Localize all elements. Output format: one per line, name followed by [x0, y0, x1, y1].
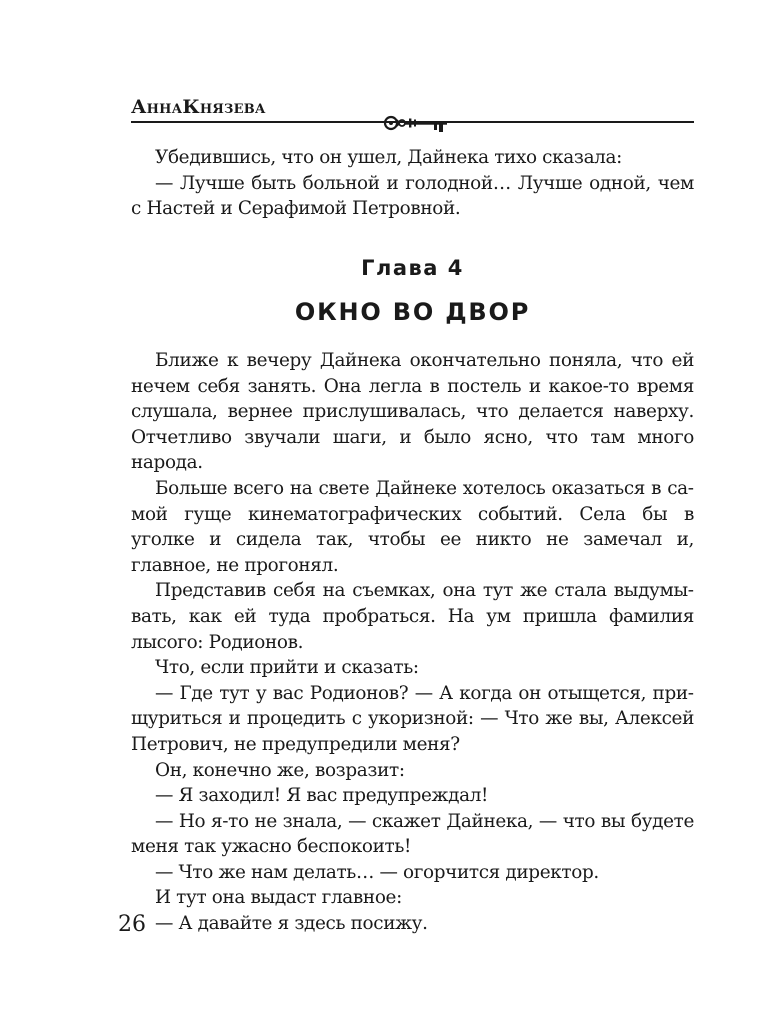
page-number: 26 — [118, 912, 146, 937]
key-icon — [382, 110, 452, 136]
paragraph: Убедившись, что он ушел, Дайнека тихо сказала: — [155, 147, 622, 168]
paragraph: — Что же нам делать… — огорчится директор. — [155, 861, 599, 883]
paragraph: Он, конечно же, возразит: — [155, 759, 405, 781]
chapter-title: ОКНО ВО ДВОР — [294, 298, 531, 326]
running-head-author: АннаКнязева — [131, 96, 266, 118]
paragraph: — Я заходил! Я вас предупреждал! — [155, 785, 489, 807]
chapter-number: Глава 4 — [361, 256, 464, 280]
chapter-body — [131, 348, 694, 937]
intro-text — [131, 145, 694, 222]
paragraph: Ближе к вечеру Дайнека окончательно поняла, что ей нечем себя занять. Она легла в постель и какое-то время слушала, вернее прислушивалась, что делается наверху. Отчетливо звучали шаги, и было ясно, что там много народа. — [131, 350, 694, 474]
paragraph: — А давайте я здесь посижу. — [155, 913, 428, 935]
paragraph: — Лучше быть больной и голодной… Лучше одной, чем с Настей и Серафимой Петровной. — [131, 172, 694, 220]
paragraph: — Где тут у вас Родионов? — А когда он отыщется, прищуриться и процедить с укоризной: — Что же вы, Алексей Петрович, не предупредили меня? — [131, 682, 694, 755]
paragraph: Что, если прийти и сказать: — [155, 657, 419, 679]
header-rule — [131, 121, 694, 123]
paragraph: И тут она выдаст главное: — [155, 887, 402, 909]
paragraph: Больше всего на свете Дайнеке хотелось оказаться в самой гуще кинематографических событий. Села бы в уголке и сидела так, чтобы ее никто не замечал и, главное, не прогонял. — [131, 477, 694, 576]
paragraph: — Но я-то не знала, — скажет Дайнека, — что вы будете меня так ужасно беспокоить! — [131, 810, 694, 858]
paragraph: Представив себя на съемках, она тут же стала выдумывать, как ей туда пробраться. На ум пришла фамилия лысого: Родионов. — [131, 580, 694, 653]
